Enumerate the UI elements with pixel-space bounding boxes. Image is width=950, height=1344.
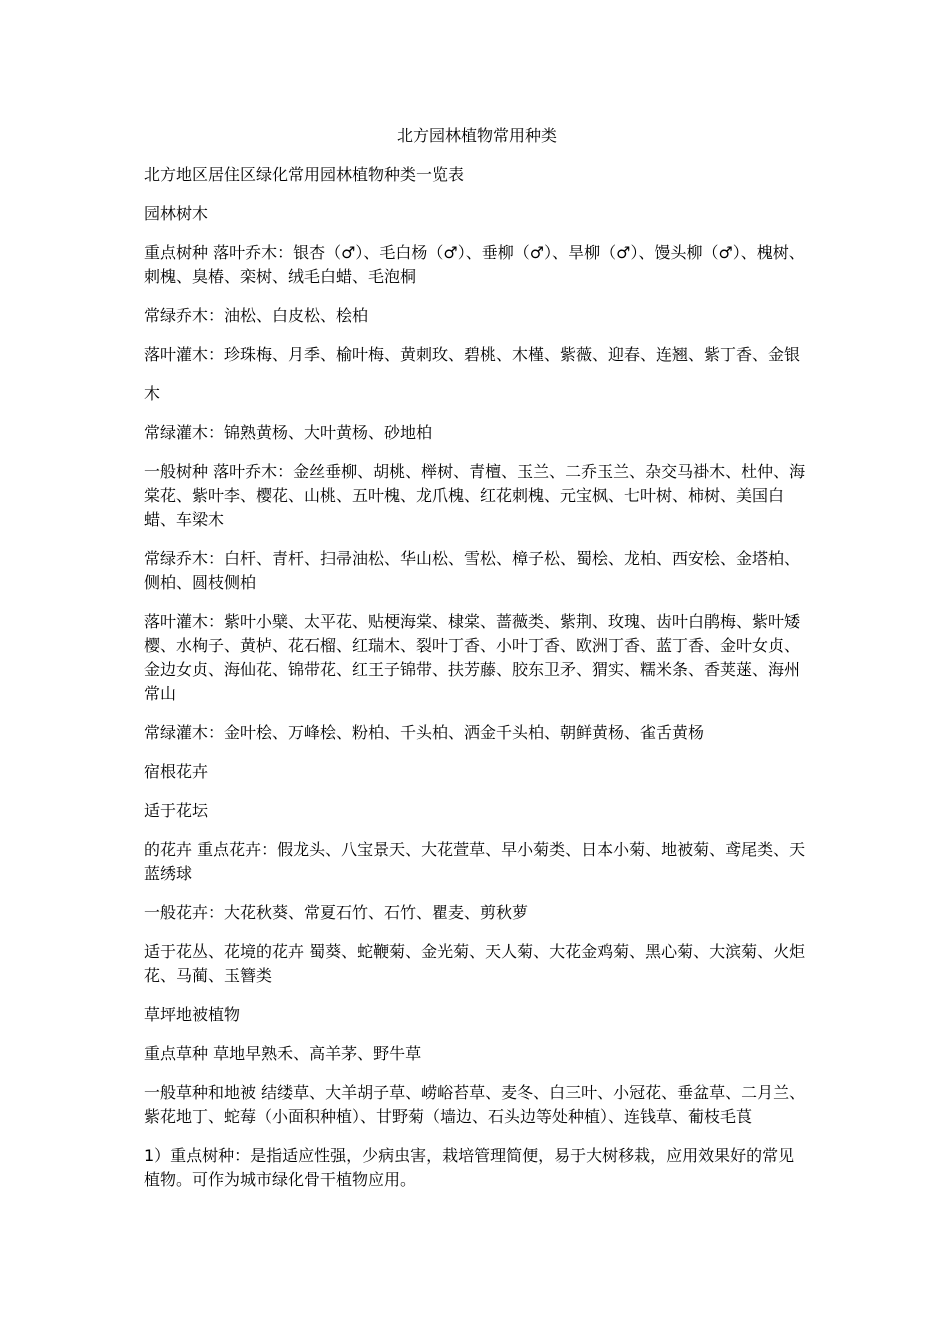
- paragraph-key-deciduous-shrubs: 落叶灌木：珍珠梅、月季、榆叶梅、黄刺玫、碧桃、木槿、紫薇、迎春、连翘、紫丁香、金银: [144, 345, 801, 364]
- document-title: 北方园林植物常用种类: [396, 126, 557, 145]
- paragraph-general-flowers: 一般花卉：大花秋葵、常夏石竹、石竹、瞿麦、剪秋萝: [144, 903, 529, 922]
- paragraph-section-groundcover: 草坪地被植物: [144, 1005, 241, 1024]
- paragraph-general-evergreen-trees: 常绿乔木：白杆、青杆、扫帚油松、华山松、雪松、樟子松、蜀桧、龙柏、西安桧、金塔柏、侧柏、圆枝侧柏: [144, 549, 801, 592]
- paragraph-general-evergreen-shrubs: 常绿灌木：金叶桧、万峰桧、粉柏、千头柏、洒金千头柏、朝鲜黄杨、雀舌黄杨: [144, 723, 705, 742]
- paragraph-key-deciduous-shrubs-cont: 木: [144, 384, 161, 403]
- paragraph-note-key-species: 1）重点树种：是指适应性强，少病虫害，栽培管理简便，易于大树移栽，应用效果好的常见植物。可作为城市绿化骨干植物应用。: [144, 1146, 795, 1189]
- paragraph-section-perennials: 宿根花卉: [144, 762, 209, 781]
- paragraph-key-evergreen-trees: 常绿乔木：油松、白皮松、桧柏: [144, 306, 369, 325]
- paragraph-key-grasses: 重点草种 草地早熟禾、高羊茅、野牛草: [144, 1044, 422, 1063]
- paragraph-table-heading: 北方地区居住区绿化常用园林植物种类一览表: [144, 165, 465, 184]
- document-page: [144, 124, 810, 1207]
- paragraph-general-grasses: 一般草种和地被 结缕草、大羊胡子草、崂峪苔草、麦冬、白三叶、小冠花、垂盆草、二月兰、紫花地丁、蛇莓（小面积种植）、甘野菊（墙边、石头边等处种植）、连钱草、葡枝毛茛: [144, 1083, 806, 1126]
- paragraph-general-deciduous-trees: 一般树种 落叶乔木：金丝垂柳、胡桃、榉树、青檀、玉兰、二乔玉兰、杂交马褂木、杜仲、海棠花、紫叶李、樱花、山桃、五叶槐、龙爪槐、红花刺槐、元宝枫、七叶树、柿树、美国白蜡、车梁木: [144, 462, 806, 529]
- paragraph-key-deciduous-trees: 重点树种 落叶乔木：银杏（♂）、毛白杨（♂）、垂柳（♂）、旱柳（♂）、馒头柳（♂）、槐树、刺槐、臭椿、栾树、绒毛白蜡、毛泡桐: [144, 243, 805, 286]
- paragraph-key-flowers: 的花卉 重点花卉：假龙头、八宝景天、大花萱草、早小菊类、日本小菊、地被菊、鸢尾类、天蓝绣球: [144, 840, 806, 883]
- paragraph-general-deciduous-shrubs: 落叶灌木：紫叶小檗、太平花、贴梗海棠、棣棠、蔷薇类、紫荆、玫瑰、齿叶白鹃梅、紫叶矮樱、水栒子、黄栌、花石榴、红瑞木、裂叶丁香、小叶丁香、欧洲丁香、蓝丁香、金叶女贞、金边女贞、海仙花、锦带花、红王子锦带、扶芳藤、胶东卫矛、猬实、糯米条、香荚蒾、海州常山: [144, 612, 801, 703]
- paragraph-flowerbed: 适于花坛: [144, 801, 209, 820]
- paragraph-key-evergreen-shrubs: 常绿灌木：锦熟黄杨、大叶黄杨、砂地柏: [144, 423, 433, 442]
- paragraph-border-flowers: 适于花丛、花境的花卉 蜀葵、蛇鞭菊、金光菊、天人菊、大花金鸡菊、黑心菊、大滨菊、火炬花、马蔺、玉簪类: [144, 942, 806, 985]
- paragraph-section-trees: 园林树木: [144, 204, 209, 223]
